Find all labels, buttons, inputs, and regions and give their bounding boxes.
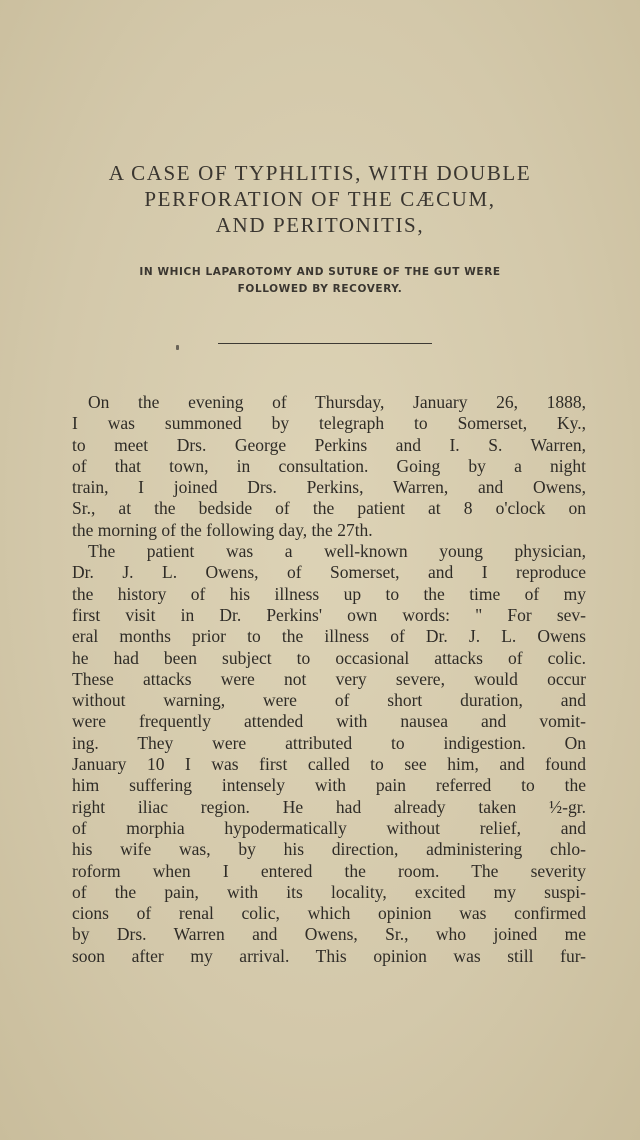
section-divider: [218, 343, 432, 344]
text-line: his wife was, by his direction, administering chlo-: [72, 839, 586, 860]
text-line: of the pain, with its locality, excited my suspi-: [72, 881, 586, 902]
text-line: Dr. J. L. Owens, of Somerset, and I reproduce: [72, 562, 586, 583]
text-line: the history of his illness up to the time of my: [72, 583, 586, 604]
text-line: right iliac region. He had already taken ½-gr.: [72, 796, 586, 817]
subtitle-line: FOLLOWED BY RECOVERY.: [237, 283, 403, 295]
text-line: him suffering intensely with pain referred to the: [72, 775, 586, 796]
text-line: by Drs. Warren and Owens, Sr., who joined me: [72, 924, 586, 945]
subtitle-line: IN WHICH LAPAROTOMY AND SUTURE OF THE GUT WERE: [139, 266, 501, 278]
text-line: Sr., at the bedside of the patient at 8 o'clock on: [72, 498, 586, 519]
paragraph-first-line: On the evening of Thursday, January 26, 1888,: [88, 392, 586, 412]
title-line: PERFORATION OF THE CÆCUM,: [144, 187, 496, 211]
text-line: ing. They were attributed to indigestion. On: [72, 732, 586, 753]
text-line: soon after my arrival. This opinion was still fur-: [72, 945, 586, 966]
text-line: These attacks were not very severe, would occur: [72, 668, 586, 689]
text-line: the morning of the following day, the 27th.: [72, 519, 373, 540]
text-line: without warning, were of short duration, and: [72, 690, 586, 711]
text-line: I was summoned by telegraph to Somerset, Ky.,: [72, 413, 586, 434]
title-line: A CASE OF TYPHLITIS, WITH DOUBLE: [108, 161, 532, 185]
text-line: first visit in Dr. Perkins' own words: " For sev-: [72, 604, 586, 625]
article-title: [40, 160, 600, 238]
body-text: [72, 392, 586, 967]
text-line: train, I joined Drs. Perkins, Warren, and Owens,: [72, 477, 586, 498]
text-line: roform when I entered the room. The severity: [72, 860, 586, 881]
text-line: eral months prior to the illness of Dr. J. L. Owens: [72, 626, 586, 647]
article-subtitle: [60, 264, 580, 298]
text-line: of that town, in consultation. Going by a night: [72, 455, 586, 476]
ink-speck: [176, 345, 179, 350]
text-line: January 10 I was first called to see him, and found: [72, 754, 586, 775]
paragraph-first-line: The patient was a well-known young physician,: [88, 541, 586, 562]
text-line: he had been subject to occasional attacks of colic.: [72, 647, 586, 668]
text-line: were frequently attended with nausea and vomit-: [72, 711, 586, 732]
text-line: of morphia hypodermatically without relief, and: [72, 817, 586, 838]
text-line: cions of renal colic, which opinion was confirmed: [72, 903, 586, 924]
text-line: to meet Drs. George Perkins and I. S. Warren,: [72, 434, 586, 455]
title-line: AND PERITONITIS,: [215, 213, 425, 237]
